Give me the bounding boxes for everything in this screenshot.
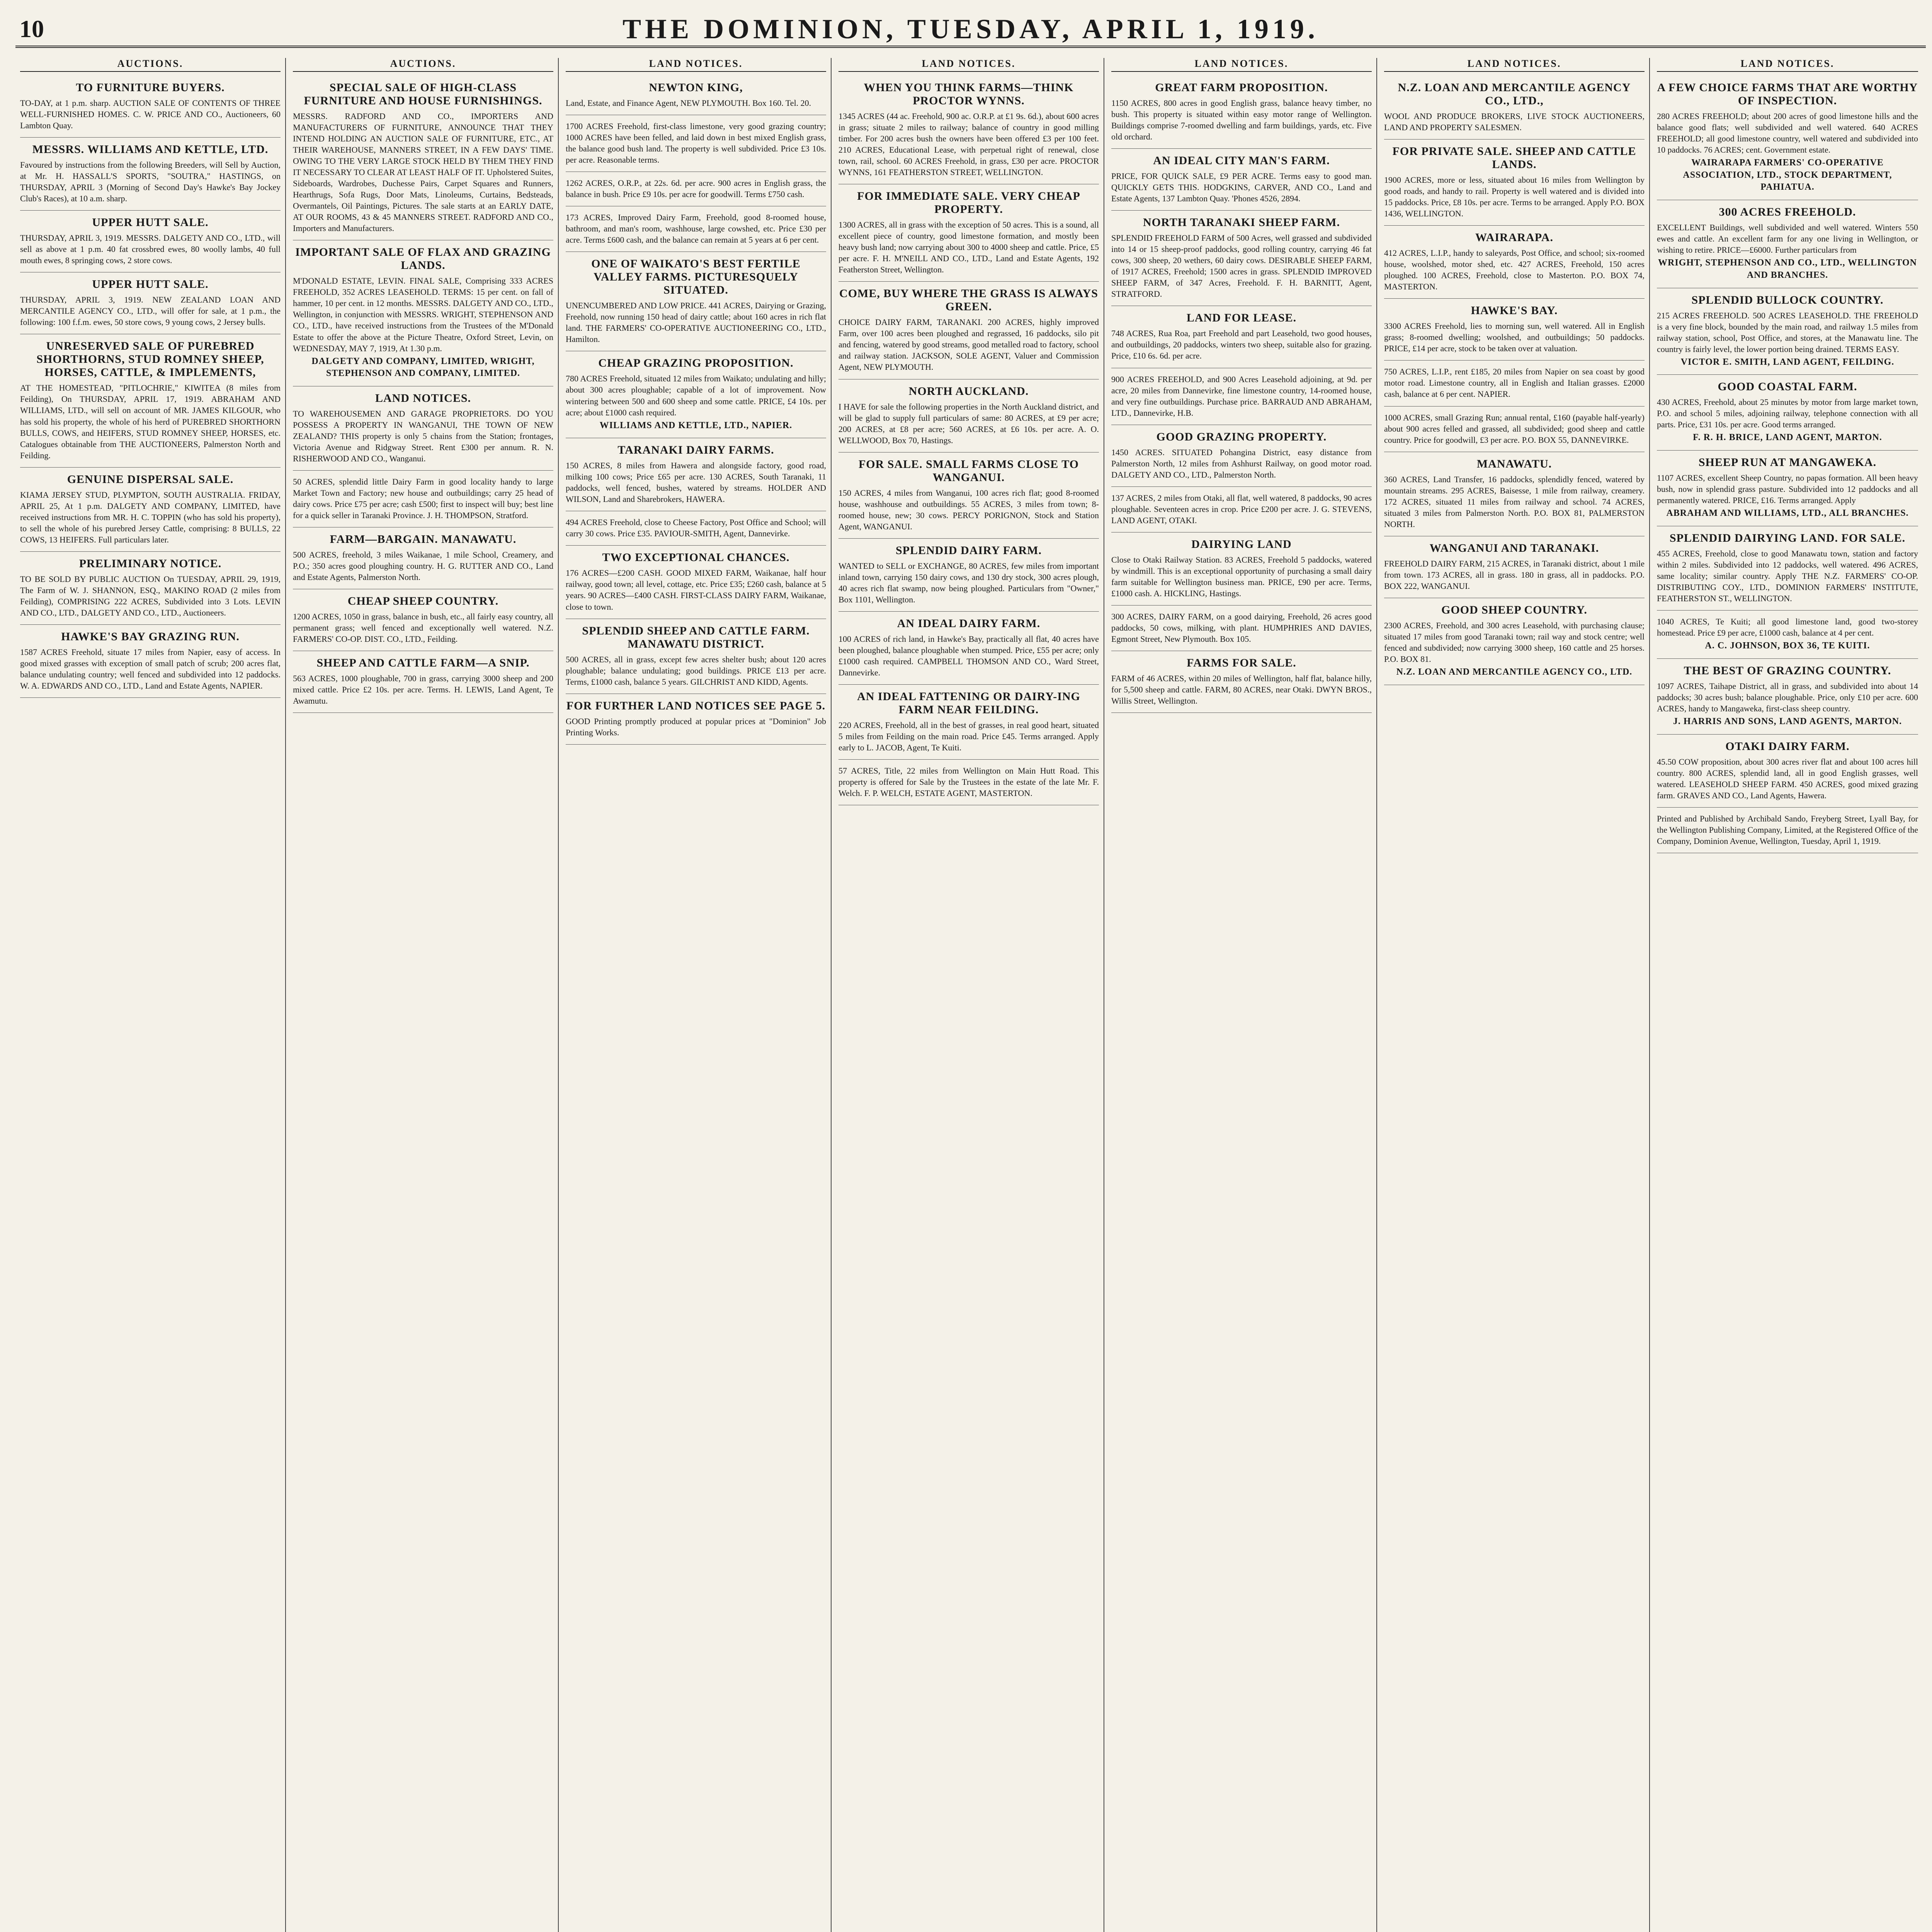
- advert-body: 3300 ACRES Freehold, lies to morning sun, well watered. All in English grass; 8-roomed dwelling; woolshed, and outbuildings; 50 paddocks. PRICE, £14 per acre, stock to be taken over at valuation.: [1384, 321, 1645, 354]
- advertisement: [1384, 406, 1645, 452]
- advertisement: [1111, 605, 1372, 651]
- advertisement: [1657, 526, 1918, 611]
- advert-body: 412 ACRES, L.I.P., handy to saleyards, Post Office, and school; six-roomed house, woolshed, motor shed, etc. 427 ACRES, Freehold, 150 acres ploughed. 100 ACRES, Freehold, close to Masterton. P.O. BOX 74, MASTERTON.: [1384, 248, 1645, 292]
- column-6: [1379, 58, 1650, 1932]
- advert-body: 2300 ACRES, Freehold, and 300 acres Leasehold, with purchasing clause; situated 17 miles from good Taranaki town; rail way and stock centre; well fenced and subdivided; now carrying 3000 sheep, 160 cattle and 25 horses. P.O. BOX 81.: [1384, 620, 1645, 664]
- advert-signature: ABRAHAM AND WILLIAMS, LTD., ALL BRANCHES.: [1666, 508, 1909, 519]
- advert-body: WANTED to SELL or EXCHANGE, 80 ACRES, few miles from important inland town, carrying 150 dairy cows, and 130 dry stock, 300 acres plough, 40 acres rich flat swamp, now being ploughed. Particulars from "Owner," Box 1101, Wellington.: [838, 561, 1099, 604]
- advertisement: [838, 685, 1099, 760]
- advert-body: 1000 ACRES, small Grazing Run; annual rental, £160 (payable half-yearly) about 900 acres felled and grassed, all subdivided; good sheep and cattle country. Price for goodwill, £3 per acre. P.O. BOX 55, DANNEVIRKE.: [1384, 412, 1645, 445]
- column-3: [561, 58, 832, 1932]
- advert-title: SPLENDID BULLOCK COUNTRY.: [1691, 293, 1884, 306]
- advertisement: [1384, 361, 1645, 406]
- advert-title: SHEEP AND CATTLE FARM—A SNIP.: [316, 656, 530, 670]
- advert-title: UPPER HUTT SALE.: [92, 278, 209, 291]
- advert-title: NEWTON KING,: [649, 81, 743, 94]
- advertisement: [1384, 76, 1645, 139]
- advertisement: [566, 694, 826, 745]
- advert-body: CHOICE DAIRY FARM, TARANAKI. 200 ACRES, highly improved Farm, over 100 acres been ploughed and regrassed, 16 paddocks, silo pit and fencing, watered by good streams, good metalled road to factory, school and railway station. JACKSON, SOLE AGENT, Valuer and Commission Agent, NEW PLYMOUTH.: [838, 317, 1099, 372]
- advert-title: OTAKI DAIRY FARM.: [1725, 740, 1850, 753]
- advert-body: 215 ACRES FREEHOLD. 500 ACRES LEASEHOLD. THE FREEHOLD is a very fine block, bounded by the main road, and railway 1.5 miles from railway station, school, Post Office, and stores, at the Manawatu line. The country is fairly level, the lower portion being drained. TERMS EASY.: [1657, 310, 1918, 354]
- advert-body: 173 ACRES, Improved Dairy Farm, Freehold, good 8-roomed house, bathroom, and man's room, washhouse, large cowshed, etc. Price £30 per acre. Terms £600 cash, and the balance can remain at 5 years at 6 per cent.: [566, 213, 826, 245]
- advertisement: [1111, 76, 1372, 149]
- advert-signature: WRIGHT, STEPHENSON AND CO., LTD., WELLINGTON AND BRANCHES.: [1658, 258, 1917, 280]
- page-number: 10: [19, 15, 44, 43]
- advert-body: 1450 ACRES. SITUATED Pohangina District, easy distance from Palmerston North, 12 miles from Ashhurst Railway, on good motor road. DALGETY AND CO., LTD., Palmerston North.: [1111, 447, 1372, 480]
- advertisement: [20, 334, 281, 467]
- advert-title: CHEAP SHEEP COUNTRY.: [347, 595, 499, 608]
- advertisement: [293, 651, 553, 713]
- advert-title: IMPORTANT SALE OF FLAX AND GRAZING LANDS.: [295, 246, 551, 272]
- advert-title: GENUINE DISPERSAL SALE.: [67, 473, 234, 486]
- column-header: LAND NOTICES.: [566, 58, 826, 72]
- advert-body: 780 ACRES Freehold, situated 12 miles from Waikato; undulating and hilly; about 300 acres ploughable; capable of a lot of improvement. Now wintering between 500 and 600 sheep and some cattle. PRICE, £4 10s. per acre; about £1000 cash required.: [566, 374, 826, 417]
- advert-title: DAIRYING LAND: [1191, 537, 1292, 551]
- advert-title: AN IDEAL FATTENING OR DAIRY-ING FARM NEAR FEILDING.: [857, 690, 1080, 716]
- advertisement: [838, 379, 1099, 452]
- advertisement: [566, 511, 826, 546]
- advert-title: GOOD GRAZING PROPERTY.: [1156, 430, 1327, 443]
- advert-body: 1900 ACRES, more or less, situated about 16 miles from Wellington by good roads, and handy to rail. Property is well watered and is divided into 15 paddocks. Price, £8 10s. per acre. Terms to be arranged. Apply P.O. BOX 1436, WELLINGTON.: [1384, 175, 1645, 219]
- advert-title: TO FURNITURE BUYERS.: [76, 81, 225, 94]
- advert-title: MESSRS. WILLIAMS AND KETTLE, LTD.: [32, 143, 269, 156]
- advert-body: 1040 ACRES, Te Kuiti; all good limestone land, good two-storey homestead. Price £9 per acre, £1000 cash, balance at 4 per cent.: [1657, 617, 1918, 638]
- advert-title: NORTH AUCKLAND.: [908, 384, 1029, 398]
- advert-title: THE BEST OF GRAZING COUNTRY.: [1684, 664, 1891, 677]
- advertisement: [1657, 451, 1918, 526]
- advert-title: HAWKE'S BAY GRAZING RUN.: [61, 630, 240, 643]
- advertisement: [1657, 659, 1918, 735]
- advert-body: KIAMA JERSEY STUD, PLYMPTON, SOUTH AUSTRALIA. FRIDAY, APRIL 25, At 1 p.m. DALGETY AND COMPANY, LIMITED, have received instructions from MR. H. C. TOPPIN (who has sold his property), to sell the whole of his purebred Jersey Cattle, comprising: 8 BULLS, 22 COWS, 13 HEIFERS. Full particulars later.: [20, 490, 281, 544]
- advertisement: [838, 452, 1099, 539]
- advert-body: 455 ACRES, Freehold, close to good Manawatu town, station and factory within 2 miles. Subdivided into 12 paddocks, well watered. 496 ACRES, same locality; similar country. Apply THE N.Z. FARMERS' CO-OP. DISTRIBUTING COY., LTD., DOMINION FARMERS' INSTITUTE, FEATHERSTON ST., WELLINGTON.: [1657, 548, 1918, 604]
- advert-body: 137 ACRES, 2 miles from Otaki, all flat, well watered, 8 paddocks, 90 acres ploughable. Seventeen acres in crop. Price £200 per acre. J. G. STEVENS, LAND AGENT, OTAKI.: [1111, 493, 1372, 525]
- advert-body: 360 ACRES, Land Transfer, 16 paddocks, splendidly fenced, watered by mountain streams. 295 ACRES, Baisesse, 1 mile from railway, creamery. 172 ACRES, situated 11 miles from railway and school. 74 ACRES, situated 3 miles from Palmerston North. P.O. BOX 81, PALMERSTON NORTH.: [1384, 474, 1645, 529]
- advertisement: [566, 115, 826, 172]
- advert-body: 220 ACRES, Freehold, all in the best of grasses, in real good heart, situated 5 miles from Feilding on the main road. Price £45. Terms arranged. Apply early to L. JACOB, Agent, Te Kuiti.: [838, 720, 1099, 753]
- advert-body: 1700 ACRES Freehold, first-class limestone, very good grazing country; 1000 ACRES have been felled, and laid down in best mixed English grass, the balance good bush land. The property is well subdivided. Price £3 10s. per acre. Reasonable terms.: [566, 121, 826, 165]
- advert-title: FOR PRIVATE SALE. SHEEP AND CATTLE LANDS.: [1392, 145, 1636, 171]
- advert-title: N.Z. LOAN AND MERCANTILE AGENCY CO., LTD.,: [1398, 81, 1631, 107]
- column-7: [1652, 58, 1923, 1932]
- advert-body: UNENCUMBERED AND LOW PRICE. 441 ACRES, Dairying or Grazing, Freehold, now running 150 head of dairy cattle; about 160 acres in rich flat land. THE FARMERS' CO-OPERATIVE AUCTIONEERING CO., LTD., Hamilton.: [566, 301, 826, 344]
- advert-signature: VICTOR E. SMITH, LAND AGENT, FEILDING.: [1680, 357, 1895, 367]
- advert-title: TARANAKI DAIRY FARMS.: [617, 444, 774, 457]
- advert-body: FARM of 46 ACRES, within 20 miles of Wellington, half flat, balance hilly, for 5,500 sheep and cattle. FARM, 80 ACRES, near Otaki. DWYN BROS., Willis Street, Wellington.: [1111, 673, 1372, 706]
- advert-title: LAND FOR LEASE.: [1186, 311, 1297, 325]
- masthead: [15, 11, 1926, 48]
- advert-title: CHEAP GRAZING PROPOSITION.: [598, 357, 794, 370]
- column-header: LAND NOTICES.: [1657, 58, 1918, 72]
- advertisement: [566, 619, 826, 694]
- advert-title: FOR IMMEDIATE SALE. VERY CHEAP PROPERTY.: [857, 190, 1080, 216]
- advert-title: A FEW CHOICE FARMS THAT ARE WORTHY OF INSPECTION.: [1657, 81, 1918, 107]
- advert-body: TO WAREHOUSEMEN AND GARAGE PROPRIETORS. DO YOU POSSESS A PROPERTY IN WANGANUI, THE TOWN OF NEW ZEALAND? THIS property is only 5 chains from the Station; frontages, Victoria Avenue and Ridgway Street. Rent £300 per annum. R. N. RISHERWOOD AND CO., Wanganui.: [293, 408, 553, 464]
- advert-title: WHEN YOU THINK FARMS—THINK PROCTOR WYNNS.: [864, 81, 1074, 107]
- advert-title: FOR FURTHER LAND NOTICES SEE PAGE 5.: [566, 699, 826, 712]
- advert-signature: F. R. H. BRICE, LAND AGENT, MARTON.: [1693, 432, 1882, 443]
- advert-body: 150 ACRES, 8 miles from Hawera and alongside factory, good road, milking 100 cows; Price £65 per acre. 130 ACRES, South Taranaki, 11 paddocks, well fenced, bushes, watered by streams. HOLDER AND WILSON, Land and Sharebrokers, HAWERA.: [566, 461, 826, 504]
- advert-body: Close to Otaki Railway Station. 83 ACRES, Freehold 5 paddocks, watered by windmill. This is an exceptional opportunity of purchasing a small dairy farm suitable for Wellington business man. PRICE, £90 per acre. Terms, £1000 cash. A. HICKLING, Hastings.: [1111, 554, 1372, 598]
- advert-title: SPLENDID DAIRYING LAND. FOR SALE.: [1669, 531, 1906, 544]
- advert-body: SPLENDID FREEHOLD FARM of 500 Acres, well grassed and subdivided into 14 or 15 sheep-proof paddocks, good rolling country, carrying 46 fat cows, 300 sheep, 20 wethers, 60 dairy cows. DESIRABLE SHEEP FARM, of 1917 ACRES, Freehold; 1500 acres in grass. SPLENDID IMPROVED SHEEP FARM, of 347 Acres, Freehold. F. H. BARNITT, Agent, STRATFORD.: [1111, 233, 1372, 299]
- advert-body: 1150 ACRES, 800 acres in good English grass, balance heavy timber, no bush. This property is situated within easy motor range of Wellington. Buildings comprise 7-roomed dwelling and farm buildings, yards, etc. Five old orchard.: [1111, 98, 1372, 142]
- advert-body: TO BE SOLD BY PUBLIC AUCTION On TUESDAY, APRIL 29, 1919, The Farm of W. J. SHANNON, ESQ., MAKINO ROAD (2 miles from Feilding), COMPRISING 222 ACRES, Subdivided into 3 Lots. LEVIN AND CO., LTD., DALGETY AND CO., LTD., Auctioneers.: [20, 574, 281, 617]
- advert-title: PRELIMINARY NOTICE.: [79, 557, 222, 570]
- column-2: [288, 58, 559, 1932]
- advertisement: [1384, 536, 1645, 598]
- advertisement: [838, 539, 1099, 612]
- column-header: AUCTIONS.: [293, 58, 553, 72]
- advert-signature: N.Z. LOAN AND MERCANTILE AGENCY CO., LTD.: [1396, 667, 1633, 677]
- newspaper-title: THE DOMINION, TUESDAY, APRIL 1, 1919.: [622, 14, 1319, 44]
- advert-body: 563 ACRES, 1000 ploughable, 700 in grass, carrying 3000 sheep and 200 mixed cattle. Price £2 10s. per acre. Terms. H. LEWIS, Land Agent, Te Awamutu.: [293, 673, 553, 706]
- advert-body: 1262 ACRES, O.R.P., at 22s. 6d. per acre. 900 acres in English grass, the balance in bush. Price £9 10s. per acre for goodwill. Terms £750 cash.: [566, 178, 826, 199]
- advertisement: [1657, 808, 1918, 853]
- advert-body: 1587 ACRES Freehold, situate 17 miles from Napier, easy of access. In good mixed grasses with exception of small patch of scrub; 200 acres flat, balance undulating country; well fenced and subdivided into 12 paddocks. W. A. EDWARDS AND CO., LTD., Land and Estate Agents, NAPIER.: [20, 647, 281, 690]
- advert-body: PRICE, FOR QUICK SALE, £9 PER ACRE. Terms easy to good man. QUICKLY GETS THIS. HODGKINS, CARVER, AND CO., Land and Estate Agents, 137 Lambton Quay. 'Phones 4526, 2894.: [1111, 171, 1372, 204]
- advertisement: [1657, 611, 1918, 659]
- advertisement: [838, 612, 1099, 685]
- advertisement: [293, 471, 553, 527]
- advert-body: 57 ACRES, Title, 22 miles from Wellington on Main Hutt Road. This property is offered for Sale by the Trustees in the estate of the late Mr. F. Welch. F. P. WELCH, ESTATE AGENT, MASTERTON.: [838, 766, 1099, 798]
- advert-body: 500 ACRES, all in grass, except few acres shelter bush; about 120 acres ploughable; balance undulating; good buildings. PRICE £13 per acre. Terms, £1000 cash, balance 5 years. GILCHRIST AND KIDD, Agents.: [566, 654, 826, 687]
- advert-title: COME, BUY WHERE THE GRASS IS ALWAYS GREEN.: [839, 287, 1098, 313]
- advert-title: TWO EXCEPTIONAL CHANCES.: [602, 551, 790, 564]
- advert-body: 150 ACRES, 4 miles from Wanganui, 100 acres rich flat; good 8-roomed house, washhouse and outbuildings. 55 ACRES, 3 miles from town; 8-roomed house, new; 30 cows. PERCY PORIGNON, Stock and Station Agent, WANGANUI.: [838, 488, 1099, 531]
- advertisement: [20, 625, 281, 698]
- advertisement: [1657, 288, 1918, 375]
- advertisement: [1384, 139, 1645, 226]
- advert-title: MANAWATU.: [1476, 457, 1552, 470]
- advert-body: I HAVE for sale the following properties in the North Auckland district, and will be glad to supply full particulars of same: 80 ACRES, at £9 per acre; 200 ACRES, at £8 per acre; 560 ACRES, at £6 10s. per acre. A. O. WELLWOOD, Box 70, Hastings.: [838, 401, 1099, 445]
- advert-body: Printed and Published by Archibald Sando, Freyberg Street, Lyall Bay, for the Wellington Publishing Company, Limited, at the Registered Office of the Company, Dominion Avenue, Wellington, Tuesday, April 1, 1919.: [1657, 813, 1918, 846]
- advertisement: [566, 76, 826, 115]
- advert-body: 430 ACRES, Freehold, about 25 minutes by motor from large market town, P.O. and school 5 miles, adjoining railway, telephone connection with all parts. Price, £31 10s. per acre. Good terms arranged.: [1657, 397, 1918, 430]
- advertisement: [566, 172, 826, 206]
- advert-title: LAND NOTICES.: [375, 391, 471, 405]
- advert-body: 500 ACRES, freehold, 3 miles Waikanae, 1 mile School, Creamery, and P.O.; 350 acres good ploughing country. H. G. RUTTER AND CO., Land and Estate Agents, Palmerston North.: [293, 550, 553, 582]
- advert-title: FARM—BARGAIN. MANAWATU.: [330, 533, 517, 546]
- advertisement: [1111, 368, 1372, 425]
- column-4: [834, 58, 1104, 1932]
- advert-body: Land, Estate, and Finance Agent, NEW PLYMOUTH. Box 160. Tel. 20.: [566, 98, 811, 108]
- advert-body: M'DONALD ESTATE, LEVIN. FINAL SALE, Comprising 333 ACRES FREEHOLD, 352 ACRES LEASEHOLD. TERMS: 15 per cent. on fall of hammer, 10 per cent. in 12 months. MESSRS. DALGETY AND CO., LTD., Wellington, in conjunction with MESSRS. WRIGHT, STEPHENSON AND CO., LTD., have received instructions from the Trustees of the M'Donald Estate to offer the above at the Picture Theatre, Oxford Street, Levin, on WEDNESDAY, MAY 7, 1919, At 1.30 p.m.: [293, 276, 553, 353]
- advertisement: [838, 76, 1099, 184]
- advertisement: [293, 76, 553, 240]
- advert-title: SPLENDID SHEEP AND CATTLE FARM. MANAWATU DISTRICT.: [582, 624, 810, 650]
- advert-signature: J. HARRIS AND SONS, LAND AGENTS, MARTON.: [1673, 716, 1902, 726]
- advert-title: AN IDEAL CITY MAN'S FARM.: [1153, 154, 1330, 167]
- column-1: [15, 58, 286, 1932]
- advertisement: [566, 351, 826, 438]
- advertisement: [20, 468, 281, 552]
- advert-signature: A. C. JOHNSON, BOX 36, TE KUITI.: [1705, 641, 1870, 651]
- advert-title: UNRESERVED SALE OF PUREBRED SHORTHORNS, STUD ROMNEY SHEEP, HORSES, CATTLE, & IMPLEMENTS,: [36, 340, 264, 379]
- advert-body: 1107 ACRES, excellent Sheep Country, no papas formation. All been heavy bush, now in splendid grass pasture. Subdivided into 12 paddocks and all permanently watered. PRICE, £16. Terms arranged. Apply: [1657, 473, 1918, 505]
- column-header: LAND NOTICES.: [1384, 58, 1645, 72]
- advertisement: [1111, 306, 1372, 368]
- advert-title: 300 ACRES FREEHOLD.: [1719, 206, 1856, 219]
- advert-body: 45.50 COW proposition, about 300 acres river flat and about 100 acres hill country. 800 ACRES, splendid land, all in good English grasses, well watered. LEASEHOLD SHEEP FARM. 450 ACRES, good mixed grazing farm. GRAVES AND CO., Land Agents, Hawera.: [1657, 757, 1918, 800]
- advert-body: 900 ACRES FREEHOLD, and 900 Acres Leasehold adjoining, at 9d. per acre, 20 miles from Dannevirke, fine limestone country, 14-roomed house, and very fine outbuildings. Purchase price. BARRAUD AND ABRAHAM, LTD., Dannevirke, H.B.: [1111, 374, 1372, 418]
- advertisement: [293, 386, 553, 471]
- advert-title: HAWKE'S BAY.: [1471, 304, 1558, 317]
- advert-body: 1097 ACRES, Taihape District, all in grass, and subdivided into about 14 paddocks; 30 acres bush; balance ploughable. Price, only £10 per acre. 600 ACRES, handy to Mangaweka, first-class sheep country.: [1657, 681, 1918, 713]
- column-5: [1107, 58, 1377, 1932]
- advert-title: GREAT FARM PROPOSITION.: [1155, 81, 1328, 94]
- advertisement: [20, 552, 281, 625]
- advertisement: [566, 546, 826, 619]
- advertisement: [1111, 211, 1372, 306]
- advertisement: [1384, 452, 1645, 536]
- advertisement: [1111, 532, 1372, 605]
- advertisement: [1384, 299, 1645, 361]
- advert-title: SHEEP RUN AT MANGAWEKA.: [1698, 456, 1877, 469]
- advertisement: [566, 252, 826, 351]
- advert-body: 494 ACRES Freehold, close to Cheese Factory, Post Office and School; will carry 30 cows. Price £35. PAVIOUR-SMITH, Agent, Dannevirke.: [566, 517, 826, 539]
- advert-body: WOOL AND PRODUCE BROKERS, LIVE STOCK AUCTIONEERS, LAND AND PROPERTY SALESMEN.: [1384, 111, 1645, 133]
- advert-body: MESSRS. RADFORD AND CO., IMPORTERS AND MANUFACTURERS OF FURNITURE, ANNOUNCE THAT THEY INTEND HOLDING AN AUCTION SALE OF FURNITURE, ETC., AT THEIR WAREHOUSE, MANNERS STREET, IN A FEW DAYS' TIME. OWING TO THE VERY LARGE STOCK HELD BY THEM THEY FIND IT NECESSARY TO CLEAR AT LEAST HALF OF IT. Upholstered Suites, Sideboards, Wardrobes, Duchesse Pairs, Carpet Squares and Runners, Hearthrugs, Sofa Rugs, Door Mats, Linoleums, Curtains, Bedsteads, Overmantels, Oil Paintings, Pictures. The sale starts at an EARLY DATE, AT OUR ROOMS, 43 & 45 MANNERS STREET. RADFORD AND CO., Importers and Manufacturers.: [293, 111, 553, 233]
- advert-title: GOOD COASTAL FARM.: [1718, 380, 1857, 393]
- advert-signature: DALGETY AND COMPANY, LIMITED, WRIGHT, STEPHENSON AND COMPANY, LIMITED.: [311, 356, 535, 379]
- advert-signature: WILLIAMS AND KETTLE, LTD., NAPIER.: [599, 420, 793, 430]
- advert-body: 176 ACRES—£200 CASH. GOOD MIXED FARM, Waikanae, half hour railway, good town; all level, cottage, etc. Price £35; £260 cash, balance at 5 years. 90 ACRES—£400 CASH. FIRST-CLASS DAIRY FARM, Waikanae, close to town.: [566, 568, 826, 612]
- advert-title: UPPER HUTT SALE.: [92, 216, 209, 229]
- advert-body: THURSDAY, APRIL 3, 1919. MESSRS. DALGETY AND CO., LTD., will sell as above at 1 p.m. 40 fat crossbred ewes, 80 woolly lambs, 40 full mouth ewes, 8 springing cows, 2 store cows.: [20, 233, 281, 265]
- advertisement: [293, 589, 553, 651]
- column-header: AUCTIONS.: [20, 58, 281, 72]
- advert-signature: WAIRARAPA FARMERS' CO-OPERATIVE ASSOCIATION, LTD., STOCK DEPARTMENT, PAHIATUA.: [1683, 158, 1892, 192]
- advert-body: 50 ACRES, splendid little Dairy Farm in good locality handy to large Market Town and Factory; new house and outbuildings; carry 25 head of dairy cows. Price £75 per acre; cash £500; first to inspect will buy; best line for a quick seller in Taranaki Province. J. H. THOMPSON, Stratford.: [293, 477, 553, 520]
- advert-title: FOR SALE. SMALL FARMS CLOSE TO WANGANUI.: [858, 457, 1079, 484]
- advertisement: [20, 76, 281, 138]
- advertisement: [838, 184, 1099, 282]
- advert-title: WAIRARAPA.: [1475, 231, 1553, 244]
- advert-title: SPLENDID DAIRY FARM.: [895, 544, 1042, 557]
- advert-body: FREEHOLD DAIRY FARM, 215 ACRES, in Taranaki district, about 1 mile from town. 173 ACRES, all in grass. 180 in grass, all in paddocks. P.O. BOX 222, WANGANUI.: [1384, 558, 1645, 591]
- advertisement: [1657, 76, 1918, 200]
- advert-title: AN IDEAL DAIRY FARM.: [897, 617, 1041, 630]
- advert-title: NORTH TARANAKI SHEEP FARM.: [1143, 216, 1340, 229]
- advertisement: [838, 282, 1099, 379]
- advert-body: THURSDAY, APRIL 3, 1919. NEW ZEALAND LOAN AND MERCANTILE AGENCY CO., LTD., will offer for sale, at 1 p.m., the following: 100 f.f.m. ewes, 50 store cows, 9 young cows, 2 Jersey bulls.: [20, 295, 281, 327]
- advert-body: 300 ACRES, DAIRY FARM, on a good dairying, Freehold, 26 acres good paddocks, 50 cows, milking, with plant. HUMPHRIES AND DAVIES, Egmont Street, New Plymouth. Box 105.: [1111, 611, 1372, 644]
- advert-body: 280 ACRES FREEHOLD; about 200 acres of good limestone hills and the balance good flats; well subdivided and well watered. 640 ACRES FREEHOLD; all good limestone country, well watered and subdivided into 10 paddocks. 76 ACRES; cent. Government estate.: [1657, 111, 1918, 155]
- advert-title: WANGANUI AND TARANAKI.: [1429, 541, 1599, 554]
- advert-body: 1345 ACRES (44 ac. Freehold, 900 ac. O.R.P. at £1 9s. 6d.), about 600 acres in grass; situate 2 miles to railway; balance of country in good milling timber. For 200 acres bush the owners have been offered £3 per 100 feet. 210 ACRES, Educational Lease, with perpetual right of renewal, close town, rail, school. 60 ACRES Freehold, in grass, £30 per acre. PROCTOR WYNNS, 161 FEATHERSTON STREET, WELLINGTON.: [838, 111, 1099, 177]
- advertisement: [1384, 598, 1645, 685]
- advertisement: [566, 438, 826, 511]
- advert-body: Favoured by instructions from the following Breeders, will Sell by Auction, at Mr. H. HASSALL'S SPORTS, "SOUTRA," HASTINGS, on THURSDAY, APRIL 3 (Morning of Second Day's Hawke's Bay Jockey Club's Races), at 10 a.m. sharp.: [20, 160, 281, 204]
- advert-body: 1300 ACRES, all in grass with the exception of 50 acres. This is a sound, all excellent piece of country, good limestone formation, and mostly been heavy bush land; now carrying about 300 to 4000 sheep and cattle. Price, £5 per acre. F. H. M'NEILL AND CO., LTD., Land and Estate Agents, 192 Featherston Street, Wellington.: [838, 220, 1099, 275]
- advert-body: 100 ACRES of rich land, in Hawke's Bay, practically all flat, 40 acres have been ploughed, balance ploughable when stumped. Price, £55 per acre; only £1000 cash required. CAMPBELL THOMSON AND CO., Ward Street, Dannevirke.: [838, 634, 1099, 677]
- advertisement: [1111, 651, 1372, 713]
- advert-title: ONE OF WAIKATO'S BEST FERTILE VALLEY FARMS. PICTURESQUELY SITUATED.: [591, 257, 801, 297]
- advert-body: EXCELLENT Buildings, well subdivided and well watered. Winters 550 ewes and cattle. An excellent farm for any one living in Wellington, or wishing to retire. PRICE—£6000. Further particulars from: [1657, 223, 1918, 255]
- advert-body: TO-DAY, at 1 p.m. sharp. AUCTION SALE OF CONTENTS OF THREE WELL-FURNISHED HOMES. C. W. PRICE AND CO., Auctioneers, 60 Lambton Quay.: [20, 98, 281, 131]
- advert-title: GOOD SHEEP COUNTRY.: [1441, 603, 1587, 616]
- advertisement: [1111, 149, 1372, 211]
- advertisement: [1657, 375, 1918, 451]
- advert-body: AT THE HOMESTEAD, "PITLOCHRIE," KIWITEA (8 miles from Feilding), On THURSDAY, APRIL 17, 1919. ABRAHAM AND WILLIAMS, LTD., will sell on account of MR. JAMES KILGOUR, who has sold his property, the whole of his herd of PUREBRED SHORTHORN BULLS, COWS, and HEIFERS, STUD ROMNEY SHEEP, HORSES, etc. Catalogues obtainable from THE AUCTIONEERS, Palmerston North and Feilding.: [20, 383, 281, 460]
- advertisement: [293, 240, 553, 386]
- advert-body: 1200 ACRES, 1050 in grass, balance in bush, etc., all fairly easy country, all permanent grass; well fenced and exceptionally well watered. N.Z. FARMERS' CO-OP. DIST. CO., LTD., Feilding.: [293, 612, 553, 644]
- advertisement: [1111, 487, 1372, 532]
- advertisement: [566, 206, 826, 252]
- advert-title: FARMS FOR SALE.: [1187, 656, 1296, 670]
- advertisement: [1657, 200, 1918, 288]
- advertisement: [20, 272, 281, 334]
- advert-body: 748 ACRES, Rua Roa, part Freehold and part Leasehold, two good houses, and outbuildings, 20 paddocks, winters two sheep, suitable also for grazing. Price, £10 6s. 6d. per acre.: [1111, 328, 1372, 361]
- advertisement: [293, 527, 553, 589]
- advertisement: [838, 760, 1099, 805]
- column-header: LAND NOTICES.: [1111, 58, 1372, 72]
- advert-body: GOOD Printing promptly produced at popular prices at "Dominion" Job Printing Works.: [566, 716, 826, 737]
- advert-body: 750 ACRES, L.I.P., rent £185, 20 miles from Napier on sea coast by good motor road. Limestone country, all in English and Italian grasses. £2000 cash, balance at 6 per cent. NAPIER.: [1384, 367, 1645, 399]
- advertisement: [1384, 226, 1645, 299]
- advertisement: [20, 138, 281, 211]
- advertisement: [1111, 425, 1372, 487]
- column-header: LAND NOTICES.: [838, 58, 1099, 72]
- advert-title: SPECIAL SALE OF HIGH-CLASS FURNITURE AND HOUSE FURNISHINGS.: [304, 81, 543, 107]
- advertisement: [1657, 735, 1918, 808]
- advertisement: [20, 211, 281, 272]
